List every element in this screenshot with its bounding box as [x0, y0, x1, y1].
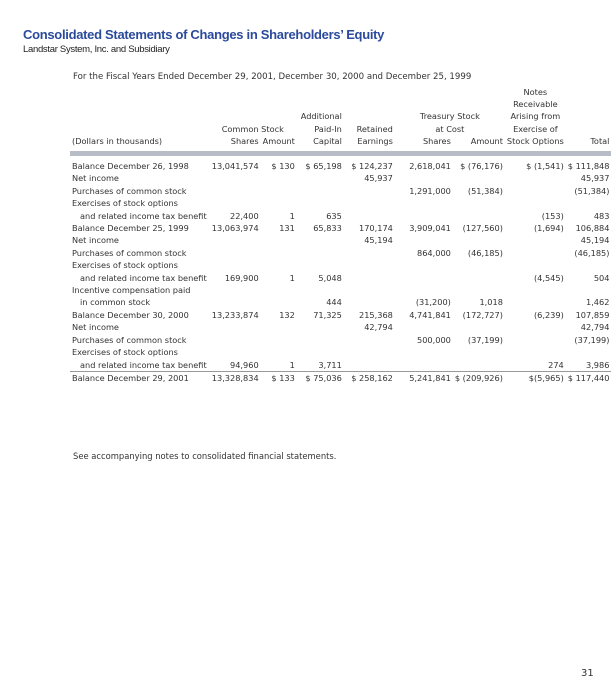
footnote: See accompanying notes to consolidated financial statements.	[73, 451, 337, 461]
table-cell	[209, 346, 261, 358]
header-total: Total	[590, 135, 610, 146]
table-cell	[209, 259, 261, 271]
table-row	[70, 234, 611, 246]
table-cell	[344, 185, 395, 197]
row-label: Exercises of stock options	[72, 260, 178, 271]
table-cell: $ 117,440	[567, 372, 610, 383]
header-arising: Arising from	[510, 111, 561, 122]
table-cell: 3,909,041	[409, 223, 451, 234]
table-cell: (46,185)	[467, 247, 503, 258]
table-cell	[344, 296, 395, 308]
table-cell: (127,560)	[462, 223, 503, 234]
table-cell	[344, 259, 395, 271]
table-cell	[261, 296, 297, 308]
table-cell	[395, 172, 453, 184]
row-label: Purchases of common stock	[72, 185, 187, 196]
table-cell: $ 133	[261, 371, 297, 384]
header-amount: Amount	[262, 135, 295, 146]
table-cell: (37,199)	[467, 334, 503, 345]
header-stock-options: Stock Options	[506, 135, 564, 146]
table-cell	[344, 197, 395, 209]
table-cell: 71,325	[313, 309, 342, 320]
table-cell: 169,900	[224, 272, 259, 283]
table-cell: (1,694)	[533, 223, 564, 234]
table-cell: 65,833	[313, 223, 342, 234]
header-ts-shares: Shares	[422, 135, 451, 146]
table-cell: 106,884	[575, 223, 610, 234]
table-cell: $ 258,162	[344, 371, 395, 384]
table-cell: 42,794	[580, 322, 610, 333]
table-cell: 42,794	[364, 322, 393, 333]
table-cell: 5,048	[318, 272, 342, 283]
table-cell	[395, 234, 453, 246]
table-cell: 45,937	[580, 173, 610, 184]
table-cell: 131	[279, 223, 295, 234]
table-cell: 94,960	[230, 359, 259, 370]
table-cell	[566, 284, 612, 296]
table-cell	[297, 259, 344, 271]
table-row	[70, 359, 611, 372]
table-cell	[395, 284, 453, 296]
table-cell: 635	[326, 210, 342, 221]
row-label: Balance December 29, 2001	[70, 371, 209, 384]
table-cell	[344, 247, 395, 259]
table-cell	[261, 234, 297, 246]
table-row	[70, 160, 611, 172]
header-ts-amount: Amount	[470, 135, 503, 146]
row-label: Incentive compensation paid	[72, 285, 191, 296]
table-cell	[395, 346, 453, 358]
table-cell	[505, 346, 566, 358]
header-exercise-of: Exercise of	[513, 123, 558, 134]
table-cell	[453, 359, 505, 372]
table-cell	[209, 234, 261, 246]
row-label: Net income	[72, 322, 119, 333]
table-cell	[344, 284, 395, 296]
table-cell: 13,233,874	[211, 309, 259, 320]
table-cell	[261, 334, 297, 346]
table-cell	[505, 284, 566, 296]
table-cell	[566, 259, 612, 271]
table-row	[70, 222, 611, 234]
table-cell: $ 65,198	[305, 161, 342, 172]
table-cell	[297, 197, 344, 209]
table-row	[70, 296, 611, 308]
row-label: in common stock	[80, 297, 151, 308]
table-row	[70, 334, 611, 346]
table-row	[70, 371, 611, 384]
table-cell: 864,000	[417, 247, 451, 258]
header-notes: Notes	[523, 87, 548, 97]
table-cell: 1	[289, 210, 295, 221]
table-cell: 13,041,574	[211, 161, 259, 172]
table-cell: 13,328,834	[209, 371, 261, 384]
table-cell: $ 75,036	[297, 371, 344, 384]
header-earnings: Earnings	[357, 135, 393, 146]
table-cell	[505, 259, 566, 271]
header-treasury-stock: Treasury Stock	[419, 111, 480, 122]
table-cell: 3,711	[318, 359, 342, 370]
table-cell	[344, 210, 395, 222]
table-row	[70, 272, 611, 284]
table-cell	[261, 247, 297, 259]
table-cell: 1,291,000	[409, 185, 451, 196]
table-cell	[453, 234, 505, 246]
table-cell: (172,727)	[462, 309, 503, 320]
table-cell: 3,986	[586, 359, 610, 370]
table-cell	[453, 346, 505, 358]
table-cell: (37,199)	[574, 334, 610, 345]
table-cell	[566, 197, 612, 209]
table-cell: 444	[326, 297, 342, 308]
table-cell	[395, 359, 453, 372]
table-cell	[453, 284, 505, 296]
table-cell: $(5,965)	[505, 371, 566, 384]
table-cell	[453, 272, 505, 284]
header-paid-in: Paid-In	[314, 123, 342, 134]
table-cell: 483	[593, 210, 610, 221]
table-cell	[297, 321, 344, 333]
table-cell	[297, 334, 344, 346]
table-cell	[209, 334, 261, 346]
table-cell	[344, 334, 395, 346]
table-cell	[209, 172, 261, 184]
table-row	[70, 172, 611, 184]
table-cell: $ 111,848	[567, 161, 610, 172]
table-cell: (46,185)	[574, 247, 610, 258]
table-cell	[453, 259, 505, 271]
table-row	[70, 346, 611, 358]
table-cell	[566, 346, 612, 358]
row-label: Exercises of stock options	[72, 198, 178, 209]
row-label: Balance December 30, 2000	[72, 309, 189, 320]
table-cell: 13,063,974	[211, 223, 259, 234]
table-cell	[209, 185, 261, 197]
company-subtitle: Landstar System, Inc. and Subsidiary	[23, 44, 170, 55]
table-row	[70, 210, 611, 222]
table-cell	[505, 185, 566, 197]
page-title: Consolidated Statements of Changes in Shareholders’ Equity	[23, 27, 385, 42]
header-retained: Retained	[356, 123, 393, 134]
table-cell	[261, 185, 297, 197]
table-cell: 215,368	[359, 309, 393, 320]
row-label: Balance December 26, 1998	[72, 161, 189, 172]
table-cell: 45,937	[364, 173, 393, 184]
header-dollars: (Dollars in thousands)	[72, 135, 163, 146]
table-cell	[261, 284, 297, 296]
table-row	[70, 259, 611, 271]
table-cell	[505, 234, 566, 246]
table-row	[70, 247, 611, 259]
table-cell: (4,545)	[533, 272, 564, 283]
table-cell	[505, 197, 566, 209]
table-cell: (6,239)	[533, 309, 564, 320]
table-cell: 1	[289, 359, 295, 370]
table-cell: 4,741,841	[409, 309, 451, 320]
table-row	[70, 321, 611, 333]
table-cell: $ (209,926)	[454, 372, 503, 383]
table-cell	[505, 334, 566, 346]
table-cell	[505, 247, 566, 259]
table-cell	[395, 210, 453, 222]
table-cell: 170,174	[359, 223, 393, 234]
page-number: 31	[581, 668, 594, 679]
table-cell: 1,018	[479, 297, 503, 308]
table-cell: 1	[289, 272, 295, 283]
table-cell	[453, 172, 505, 184]
table-cell	[395, 321, 453, 333]
row-label: Net income	[72, 235, 119, 246]
row-label: Purchases of common stock	[72, 334, 187, 345]
table-cell: $ 124,237	[351, 161, 393, 172]
table-cell	[261, 197, 297, 209]
table-row	[70, 309, 611, 321]
row-label: and related income tax benefit	[80, 210, 207, 221]
header-additional: Additional	[300, 111, 342, 122]
table-cell: 2,618,041	[409, 161, 451, 172]
table-cell	[395, 272, 453, 284]
header-at-cost: at Cost	[435, 123, 465, 134]
period-caption: For the Fiscal Years Ended December 29, 2001, December 30, 2000 and December 25, 1999	[73, 72, 472, 82]
table-cell: 45,194	[364, 235, 393, 246]
table-cell	[344, 272, 395, 284]
table-cell: 132	[279, 309, 295, 320]
table-cell	[209, 296, 261, 308]
table-cell: 5,241,841	[395, 371, 453, 384]
table-row	[70, 185, 611, 197]
table-cell	[505, 321, 566, 333]
table-cell	[261, 259, 297, 271]
table-cell	[261, 172, 297, 184]
table-cell	[297, 172, 344, 184]
table-cell: 274	[548, 359, 564, 370]
equity-table	[70, 86, 611, 384]
table-cell: (31,200)	[415, 297, 451, 308]
row-label: Net income	[72, 173, 119, 184]
header-common-stock: Common Stock	[221, 123, 284, 134]
table-cell	[344, 359, 395, 372]
table-cell: (153)	[541, 210, 564, 221]
table-cell	[297, 346, 344, 358]
header-receivable: Receivable	[513, 99, 558, 110]
table-cell	[395, 197, 453, 209]
table-cell	[505, 172, 566, 184]
table-cell: (51,384)	[574, 185, 610, 196]
row-label: Purchases of common stock	[72, 247, 187, 258]
table-cell	[505, 296, 566, 308]
table-cell	[209, 197, 261, 209]
table-cell	[453, 210, 505, 222]
table-cell: (51,384)	[467, 185, 503, 196]
table-cell	[395, 259, 453, 271]
table-cell	[297, 284, 344, 296]
table-cell: $ 130	[271, 161, 295, 172]
row-label: and related income tax benefit	[80, 272, 207, 283]
table-cell	[297, 185, 344, 197]
table-cell	[297, 247, 344, 259]
table-cell	[209, 321, 261, 333]
table-cell: 45,194	[580, 235, 610, 246]
table-cell	[453, 321, 505, 333]
table-cell	[297, 234, 344, 246]
table-row	[70, 197, 611, 209]
table-cell: 1,462	[586, 297, 610, 308]
table-cell	[453, 197, 505, 209]
row-label: and related income tax benefit	[80, 359, 207, 370]
table-cell: 107,859	[575, 309, 610, 320]
table-cell	[261, 321, 297, 333]
table-cell: $ (1,541)	[526, 161, 564, 172]
table-cell: 504	[593, 272, 610, 283]
table-cell	[261, 346, 297, 358]
table-cell	[209, 284, 261, 296]
table-cell: $ (76,176)	[460, 161, 503, 172]
header-capital: Capital	[313, 135, 342, 146]
row-label: Exercises of stock options	[72, 347, 178, 358]
table-cell: 22,400	[230, 210, 259, 221]
table-cell: 500,000	[417, 334, 451, 345]
header-shares: Shares	[230, 135, 259, 146]
table-cell	[344, 346, 395, 358]
row-label: Balance December 25, 1999	[72, 223, 189, 234]
table-row	[70, 284, 611, 296]
table-cell	[209, 247, 261, 259]
